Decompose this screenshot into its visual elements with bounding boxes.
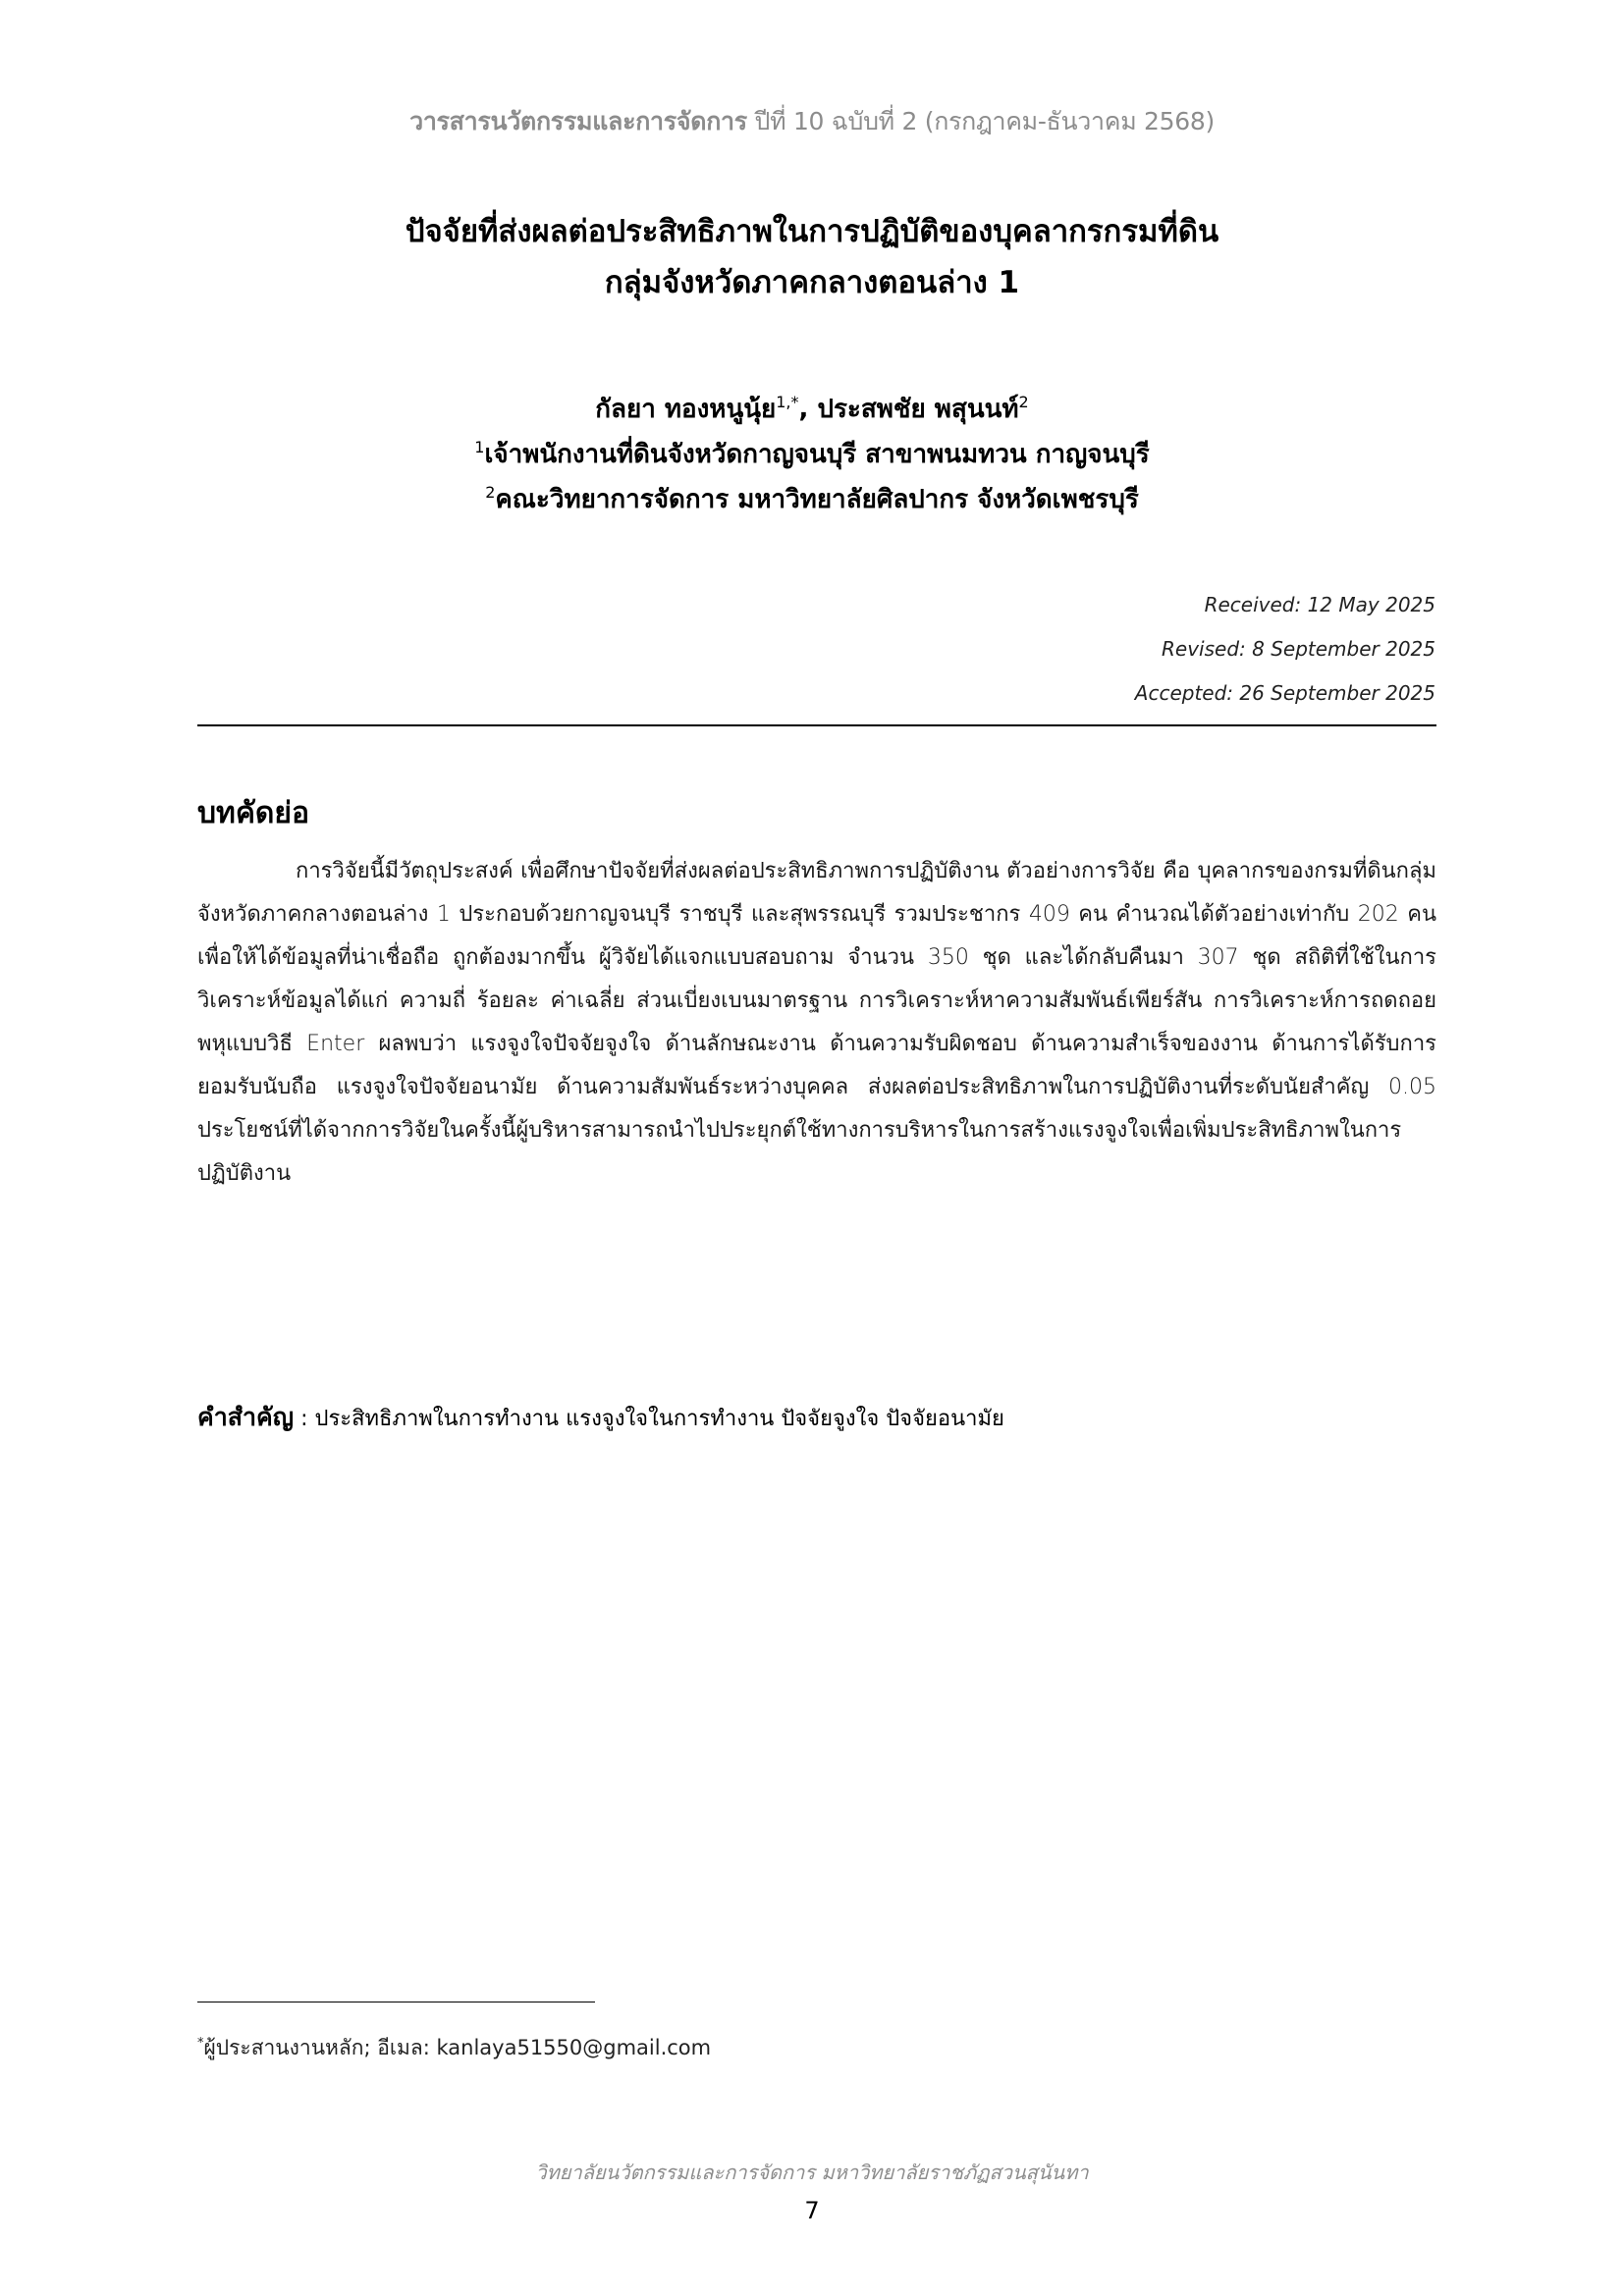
received-date: Received: 12 May 2025 (1204, 593, 1435, 616)
abstract-body (197, 850, 1436, 1196)
abstract-paragraph: การวิจัยนี้มีวัตถุประสงค์ เพื่อศึกษาปัจจัยที่ส่งผลต่อประสิทธิภาพการปฏิบัติงาน ตัวอย่างการวิจัย คือ บุคลากรของกรมที่ดินกลุ่มจังหวัดภาคกลางตอนล่าง 1 ประกอบด้วยกาญจนบุรี ราชบุรี และสุพรรณบุรี รวมประชากร 409 คน คำนวณได้ตัวอย่างเท่ากับ 202 คน เพื่อให้ได้ข้อมูลที่น่าเชื่อถือ ถูกต้องมากขึ้น ผู้วิจัยได้แจกแบบสอบถาม จำนวน 350 ชุด และได้กลับคืนมา 307 ชุด สถิติที่ใช้ในการวิเคราะห์ข้อมูลได้แก่ ความถี่ ร้อยละ ค่าเฉลี่ย ส่วนเบี่ยงเบนมาตรฐาน การวิเคราะห์หาความสัมพันธ์เพียร์สัน การวิเคราะห์การถดถอยพหุแบบวิธี Enter ผลพบว่า แรงจูงใจปัจจัยจูงใจ ด้านลักษณะงาน ด้านความรับผิดชอบ ด้านความสำเร็จของงาน ด้านการได้รับการยอมรับนับถือ แรงจูงใจปัจจัยอนามัย ด้านความสัมพันธ์ระหว่างบุคคล ส่งผลต่อประสิทธิภาพในการปฏิบัติงานที่ระดับนัยสำคัญ 0.05 ประโยชน์ที่ได้จากการวิจัยในครั้งนี้ผู้บริหารสามารถนำไปประยุกต์ใช้ทางการบริหารในการสร้างแรงจูงใจเพื่อเพิ่มประสิทธิภาพในการปฏิบัติงาน (197, 859, 1436, 1186)
running-footer: วิทยาลัยนวัตกรรมและการจัดการ มหาวิทยาลัยราชภัฏสวนสุนันทา (535, 2161, 1089, 2184)
footnote-text: ผู้ประสานงานหลัก; อีเมล: kanlaya51550@gmail.com (203, 2036, 712, 2059)
keywords-text: ประสิทธิภาพในการทำงาน แรงจูงใจในการทำงาน ปัจจัยจูงใจ ปัจจัยอนามัย (314, 1407, 1004, 1431)
accepted-date: Accepted: 26 September 2025 (1134, 681, 1435, 705)
affiliation-mark: 2 (485, 483, 496, 502)
footnote-mark: * (197, 2036, 204, 2051)
header-divider (197, 724, 1436, 726)
author-name: ประสพชัย พสุนนท์ (817, 395, 1019, 424)
affiliation-mark: 1 (474, 438, 485, 456)
keywords (197, 1398, 1004, 1439)
journal-name: วารสารนวัตกรรมและการจัดการ (409, 107, 747, 135)
footnote (197, 2032, 711, 2064)
running-header (0, 102, 1624, 141)
affiliation-text: เจ้าพนักงานที่ดินจังหวัดกาญจนบุรี สาขาพนมทวน กาญจนบุรี (484, 440, 1150, 469)
affiliation (0, 432, 1624, 477)
keywords-separator: : (294, 1407, 315, 1431)
author-separator: , (798, 395, 818, 424)
author-list (0, 387, 1624, 432)
page-number: 7 (804, 2197, 820, 2224)
paper-title-line-2: กลุ่มจังหวัดภาคกลางตอนล่าง 1 (604, 265, 1020, 300)
author-name: กัลยา ทองหนูนุ้ย (595, 395, 777, 424)
paper-title-line-1: ปัจจัยที่ส่งผลต่อประสิทธิภาพในการปฏิบัติของบุคลากรกรมที่ดิน (405, 214, 1219, 249)
submission-dates (1135, 583, 1435, 716)
affiliation (0, 477, 1624, 522)
author-affiliation-mark: 1,* (776, 393, 799, 411)
abstract-heading: บทคัดย่อ (197, 796, 309, 830)
revised-date: Revised: 8 September 2025 (1162, 637, 1435, 661)
keywords-label: คำสำคัญ (197, 1403, 295, 1431)
issue-info: ปีที่ 10 ฉบับที่ 2 (กรกฎาคม-ธันวาคม 2568) (746, 107, 1215, 135)
affiliation-text: คณะวิทยาการจัดการ มหาวิทยาลัยศิลปากร จังหวัดเพชรบุรี (495, 485, 1139, 514)
authors-block (0, 387, 1624, 522)
author-affiliation-mark: 2 (1018, 393, 1029, 411)
paper-title (0, 206, 1624, 308)
